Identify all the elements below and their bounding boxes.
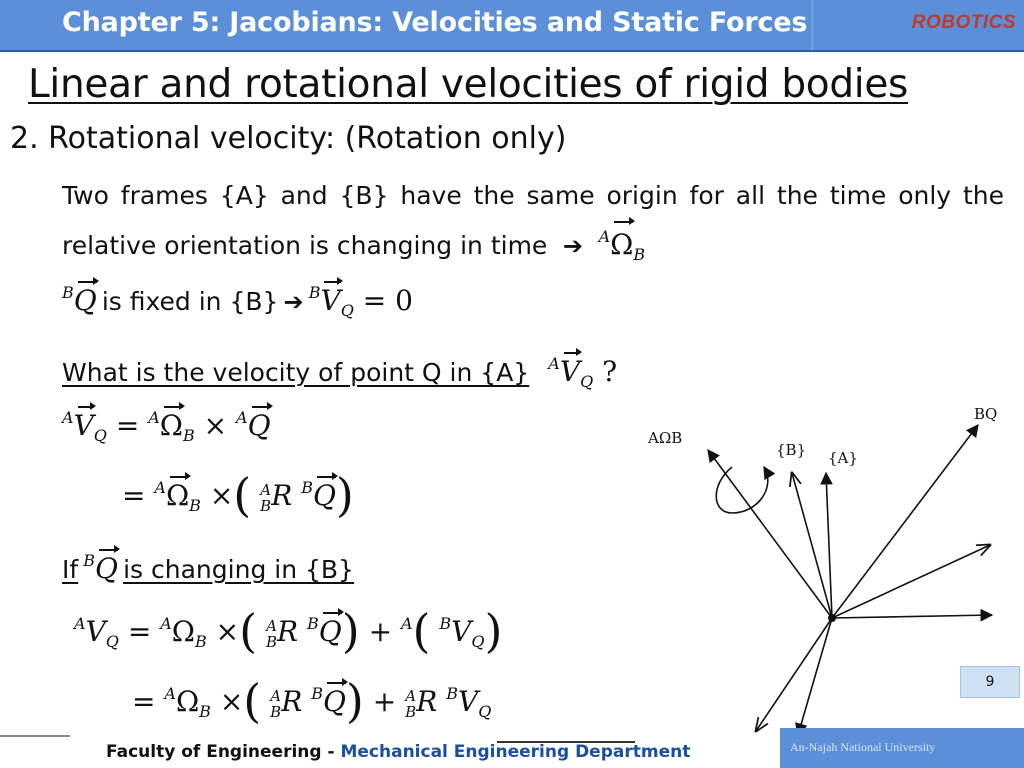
equation-avq-cross: $^AV_Q = ^A\Omega_B \times ^AQ$	[62, 408, 271, 445]
brand-logo-text: ROBOTICS	[911, 12, 1016, 33]
equation-expanded-velocity: = $^A\Omega_B$ ×( A BR $^B$Q) + A BR $^BV_Q$	[132, 674, 492, 728]
right-arrow-icon: ➔	[283, 288, 304, 316]
footer-department: Mechanical Engineering Department	[340, 742, 691, 762]
omega-label: AΩB	[648, 429, 683, 447]
velocity-question	[62, 354, 617, 391]
bq-label: BQ	[974, 405, 998, 423]
rotation-arc	[716, 467, 768, 513]
bq-symbol: $^B$Q	[62, 283, 97, 317]
frame-b-axis-2	[832, 545, 990, 618]
frame-a-axis-2	[832, 615, 992, 618]
frame-a-axis-3	[798, 618, 832, 735]
page-number: 9	[960, 666, 1020, 698]
bq-symbol: $^B$Q	[83, 551, 119, 585]
fixed-text: is fixed in {B}	[101, 287, 279, 316]
omega-ab-symbol: $^A\Omega_B$	[599, 228, 646, 261]
header-divider	[812, 0, 813, 50]
if-text: If	[62, 555, 79, 584]
equation-rotation-matrix: = $^A\Omega_B$ ×( A BR $^B$Q)	[122, 468, 354, 522]
chapter-title: Chapter 5: Jacobians: Velocities and Static Forces	[62, 7, 808, 38]
frame-a-axis-1	[826, 473, 832, 618]
right-arrow-icon: ➔	[555, 232, 591, 260]
university-name: An-Najah National University	[790, 740, 936, 754]
frame-b-label: {B}	[776, 441, 807, 459]
frame-a-label: {A}	[828, 449, 858, 467]
changing-point-statement	[62, 551, 354, 585]
avq-symbol: $^AV_Q$ ?	[548, 354, 618, 391]
frame-b-axis-3	[756, 618, 832, 731]
question-text: What is the velocity of point Q in {A}	[62, 358, 530, 387]
intro-paragraph	[62, 175, 1004, 275]
fixed-point-statement	[62, 283, 413, 320]
intro-text: Two frames {A} and {B} have the same origin for all the time only the relative orientation is changing in time	[62, 181, 1004, 260]
frame-b-axis-1	[792, 473, 832, 618]
slide-title: Linear and rotational velocities of rigid bodies	[28, 62, 909, 107]
equation-full-velocity: $^AV_Q = ^A\Omega_B$ ×( A BR $^B$Q) + $^A$( $^BV_Q$)	[74, 604, 503, 658]
bvq-zero-equation: $^BV_Q = 0$	[308, 283, 413, 320]
footer-divider-left	[0, 735, 70, 737]
changing-text: is changing in {B}	[123, 555, 354, 584]
omega-axis-line	[708, 450, 832, 618]
footer-faculty: Faculty of Engineering - Mechanical Engineering Department	[106, 742, 691, 762]
origin-point	[828, 614, 836, 622]
section-heading: 2. Rotational velocity: (Rotation only)	[10, 121, 567, 156]
